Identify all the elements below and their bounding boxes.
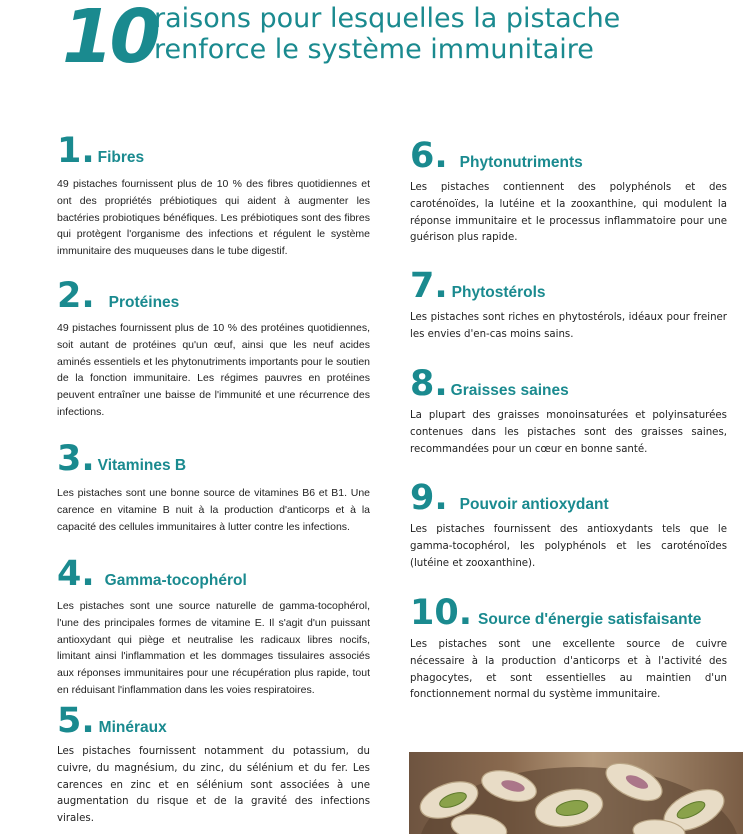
item-number: 8. — [410, 364, 448, 404]
item-text: 49 pistaches fournissent plus de 10 % des protéines quotidiennes, soit autant de protéines qu'un œuf, ainsi que les neuf acides aminés essentiels et les phytonutriments importants pour le soutien de la fonction immunitaire. Les régimes pauvres en protéines peuvent entraîner une baisse de l'immunité et une récurrence des infections. — [57, 322, 370, 418]
title-number: 10 — [62, 0, 157, 80]
item-text: Les pistaches fournissent des antioxydants tels que le gamma-tocophérol, les polyphénols et les caroténoïdes (lutéine et zooxanthine). — [410, 524, 727, 569]
item-number: 4. — [57, 554, 95, 594]
item-number: 3. — [57, 439, 95, 479]
item-1 — [57, 131, 370, 260]
item-label: Minéraux — [98, 719, 167, 736]
title-line-1: raisons pour lesquelles la pistache — [154, 3, 621, 34]
item-5 — [57, 701, 370, 828]
item-number: 1. — [57, 131, 95, 171]
item-9 — [410, 478, 727, 572]
title-line-2: renforce le système immunitaire — [154, 34, 594, 65]
item-label: Pouvoir antioxydant — [459, 496, 609, 513]
item-3 — [57, 439, 370, 535]
item-10 — [410, 593, 727, 704]
item-4 — [57, 554, 370, 699]
item-label: Graisses saines — [450, 382, 569, 399]
item-6 — [410, 136, 727, 247]
item-label: Protéines — [108, 294, 180, 311]
item-text: Les pistaches sont une source naturelle de gamma-tocophérol, l'une des principales formes de vitamine E. Il s'agit d'un puissant antioxydant qui piège et neutralise les radicaux libres nocifs, limitant ainsi l'inflammation et les dommages tissulaires associés aux réponses immunitaires pour une récupération plus rapide, tout en réduisant l'inflammation dans les voies respiratoires. — [57, 600, 370, 696]
item-label: Gamma-tocophérol — [104, 572, 247, 589]
page-title — [154, 3, 620, 65]
item-8 — [410, 364, 727, 458]
item-text: Les pistaches sont une bonne source de vitamines B6 et B1. Une carence en vitamine B nuit à la production d'anticorps et à la capacité des cellules immunitaires à lutter contre les infections. — [57, 487, 370, 533]
pistachio-photo — [409, 752, 743, 834]
item-label: Phytostérols — [451, 284, 546, 301]
item-number: 7. — [410, 266, 448, 306]
item-7 — [410, 266, 727, 344]
item-number: 2. — [57, 276, 95, 316]
item-number: 6. — [410, 136, 448, 176]
item-text: La plupart des graisses monoinsaturées et polyinsaturées contenues dans les pistaches sont des graisses saines, recommandées pour un cœur en bonne santé. — [410, 410, 727, 455]
item-number: 10. — [410, 593, 473, 633]
item-label: Source d'énergie satisfaisante — [478, 611, 702, 628]
pistachio-illustration — [409, 752, 743, 834]
item-label: Fibres — [97, 149, 145, 166]
item-2 — [57, 276, 370, 421]
item-text: 49 pistaches fournissent plus de 10 % des fibres quotidiennes et ont des propriétés prébiotiques qui aident à augmenter les bactéries probiotiques bénéfiques. Les prébiotiques sont des fibres qui protègent l'organisme des infections et régulent le système immunitaire des muqueuses dans le tube digestif. — [57, 178, 370, 258]
item-text: Les pistaches sont riches en phytostérols, idéaux pour freiner les envies d'en-cas moins sains. — [410, 312, 727, 340]
item-label: Vitamines B — [97, 457, 187, 474]
item-text: Les pistaches fournissent notamment du potassium, du cuivre, du magnésium, du zinc, du sélénium et du fer. Les carences en zinc et en sélénium sont associées à une augmentation du risque et de la gravité des infections virales. — [57, 746, 370, 825]
item-number: 9. — [410, 478, 448, 518]
item-label: Phytonutriments — [459, 154, 583, 171]
item-text: Les pistaches sont une excellente source de cuivre nécessaire à la production d'anticorps et à l'activité des phagocytes, et sont essentielles au maintien d'un fonctionnement normal du système immunitaire. — [410, 639, 727, 701]
item-number: 5. — [57, 701, 95, 741]
item-text: Les pistaches contiennent des polyphénols et des caroténoïdes, la lutéine et la zooxanthine, qui modulent la réponse immunitaire et le processus inflammatoire pour une guérison plus rapide. — [410, 182, 727, 244]
